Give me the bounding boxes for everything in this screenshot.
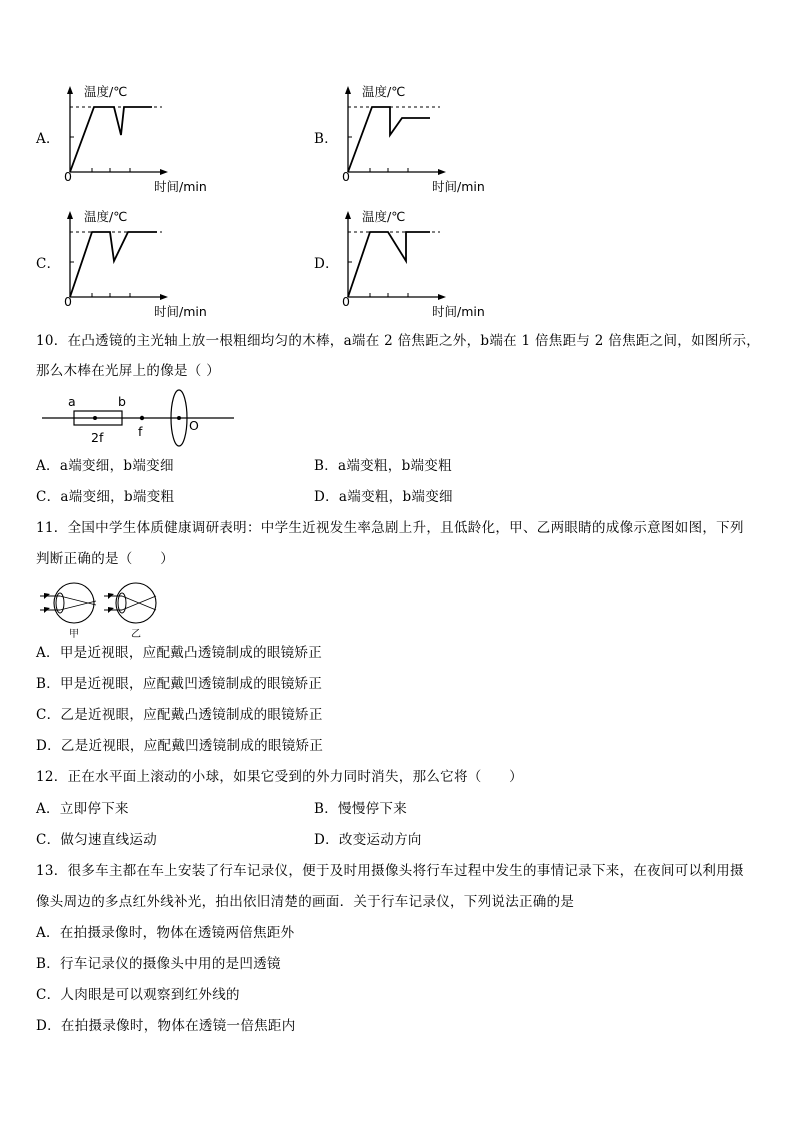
q10-lens-figure bbox=[38, 388, 238, 450]
q11-option-b[interactable]: B．甲是近视眼，应配戴凹透镜制成的眼镜矫正 bbox=[36, 676, 323, 692]
q11-text-line2: 判断正确的是（ ） bbox=[36, 551, 174, 567]
origin-label: 0 bbox=[342, 169, 350, 184]
q10-option-d[interactable]: D．a端变粗，b端变细 bbox=[314, 489, 453, 505]
graph-c bbox=[62, 207, 222, 326]
q10-option-c[interactable]: C．a端变细，b端变粗 bbox=[36, 489, 175, 505]
q12-text-line1: 12．正在水平面上滚动的小球，如果它受到的外力同时消失，那么它将（ ） bbox=[36, 769, 523, 785]
q10-text-line1: 10．在凸透镜的主光轴上放一根粗细均匀的木棒，a端在 2 倍焦距之外，b端在 1 倍焦距与 2 倍焦距之间，如图所示， bbox=[36, 333, 761, 349]
y-axis-label: 温度/℃ bbox=[362, 209, 406, 224]
label-2f: 2f bbox=[91, 430, 104, 445]
q11-option-d[interactable]: D．乙是近视眼，应配戴凹透镜制成的眼镜矫正 bbox=[36, 738, 324, 754]
graph-d bbox=[340, 207, 500, 326]
graph-a bbox=[62, 82, 222, 201]
q13-option-b[interactable]: B．行车记录仪的摄像头中用的是凹透镜 bbox=[36, 956, 281, 972]
q13-text-line2: 像头周边的多点红外线补光，拍出依旧清楚的画面．关于行车记录仪，下列说法正确的是 bbox=[36, 894, 575, 910]
x-axis-label: 时间/min bbox=[154, 179, 207, 194]
q12-option-a[interactable]: A．立即停下来 bbox=[36, 801, 129, 817]
y-axis-label: 温度/℃ bbox=[362, 84, 406, 99]
q13-option-c[interactable]: C．人肉眼是可以观察到红外线的 bbox=[36, 987, 240, 1003]
origin-label: 0 bbox=[342, 294, 350, 309]
option-letter-c-graph: C． bbox=[36, 256, 61, 272]
q13-option-d[interactable]: D．在拍摄录像时，物体在透镜一倍焦距内 bbox=[36, 1018, 296, 1034]
q12-option-c[interactable]: C．做匀速直线运动 bbox=[36, 832, 158, 848]
origin-label: 0 bbox=[64, 169, 72, 184]
option-letter-b-graph: B． bbox=[314, 131, 339, 147]
label-f: f bbox=[138, 424, 143, 439]
q11-option-a[interactable]: A．甲是近视眼，应配戴凸透镜制成的眼镜矫正 bbox=[36, 645, 323, 661]
q11-option-c[interactable]: C．乙是近视眼，应配戴凸透镜制成的眼镜矫正 bbox=[36, 707, 323, 723]
q13-text-line1: 13．很多车主都在车上安装了行车记录仪，便于及时用摄像头将行车过程中发生的事情记录下来，在夜间可以利用摄 bbox=[36, 863, 744, 879]
q11-eye-figure bbox=[38, 576, 168, 640]
option-letter-d-graph: D． bbox=[314, 256, 339, 272]
q11-text-line1: 11．全国中学生体质健康调研表明：中学生近视发生率急剧上升，且低龄化，甲、乙两眼睛的成像示意图如图，下列 bbox=[36, 520, 744, 536]
graph-b bbox=[340, 82, 500, 201]
q12-option-b[interactable]: B．慢慢停下来 bbox=[314, 801, 408, 817]
x-axis-label: 时间/min bbox=[154, 304, 207, 319]
q10-option-b[interactable]: B．a端变粗，b端变粗 bbox=[314, 458, 452, 474]
q12-option-d[interactable]: D．改变运动方向 bbox=[314, 832, 422, 848]
label-yi: 乙 bbox=[131, 629, 141, 640]
label-o: O bbox=[189, 418, 199, 433]
x-axis-label: 时间/min bbox=[432, 304, 485, 319]
q13-option-a[interactable]: A．在拍摄录像时，物体在透镜两倍焦距外 bbox=[36, 925, 295, 941]
q10-text-line2: 那么木棒在光屏上的像是（ ） bbox=[36, 363, 220, 379]
q10-option-a[interactable]: A．a端变细，b端变细 bbox=[36, 458, 174, 474]
option-letter-a-graph: A． bbox=[36, 131, 60, 147]
label-b: b bbox=[118, 394, 126, 409]
label-jia: 甲 bbox=[69, 629, 79, 640]
y-axis-label: 温度/℃ bbox=[84, 84, 128, 99]
y-axis-label: 温度/℃ bbox=[84, 209, 128, 224]
origin-label: 0 bbox=[64, 294, 72, 309]
label-a: a bbox=[68, 394, 76, 409]
x-axis-label: 时间/min bbox=[432, 179, 485, 194]
